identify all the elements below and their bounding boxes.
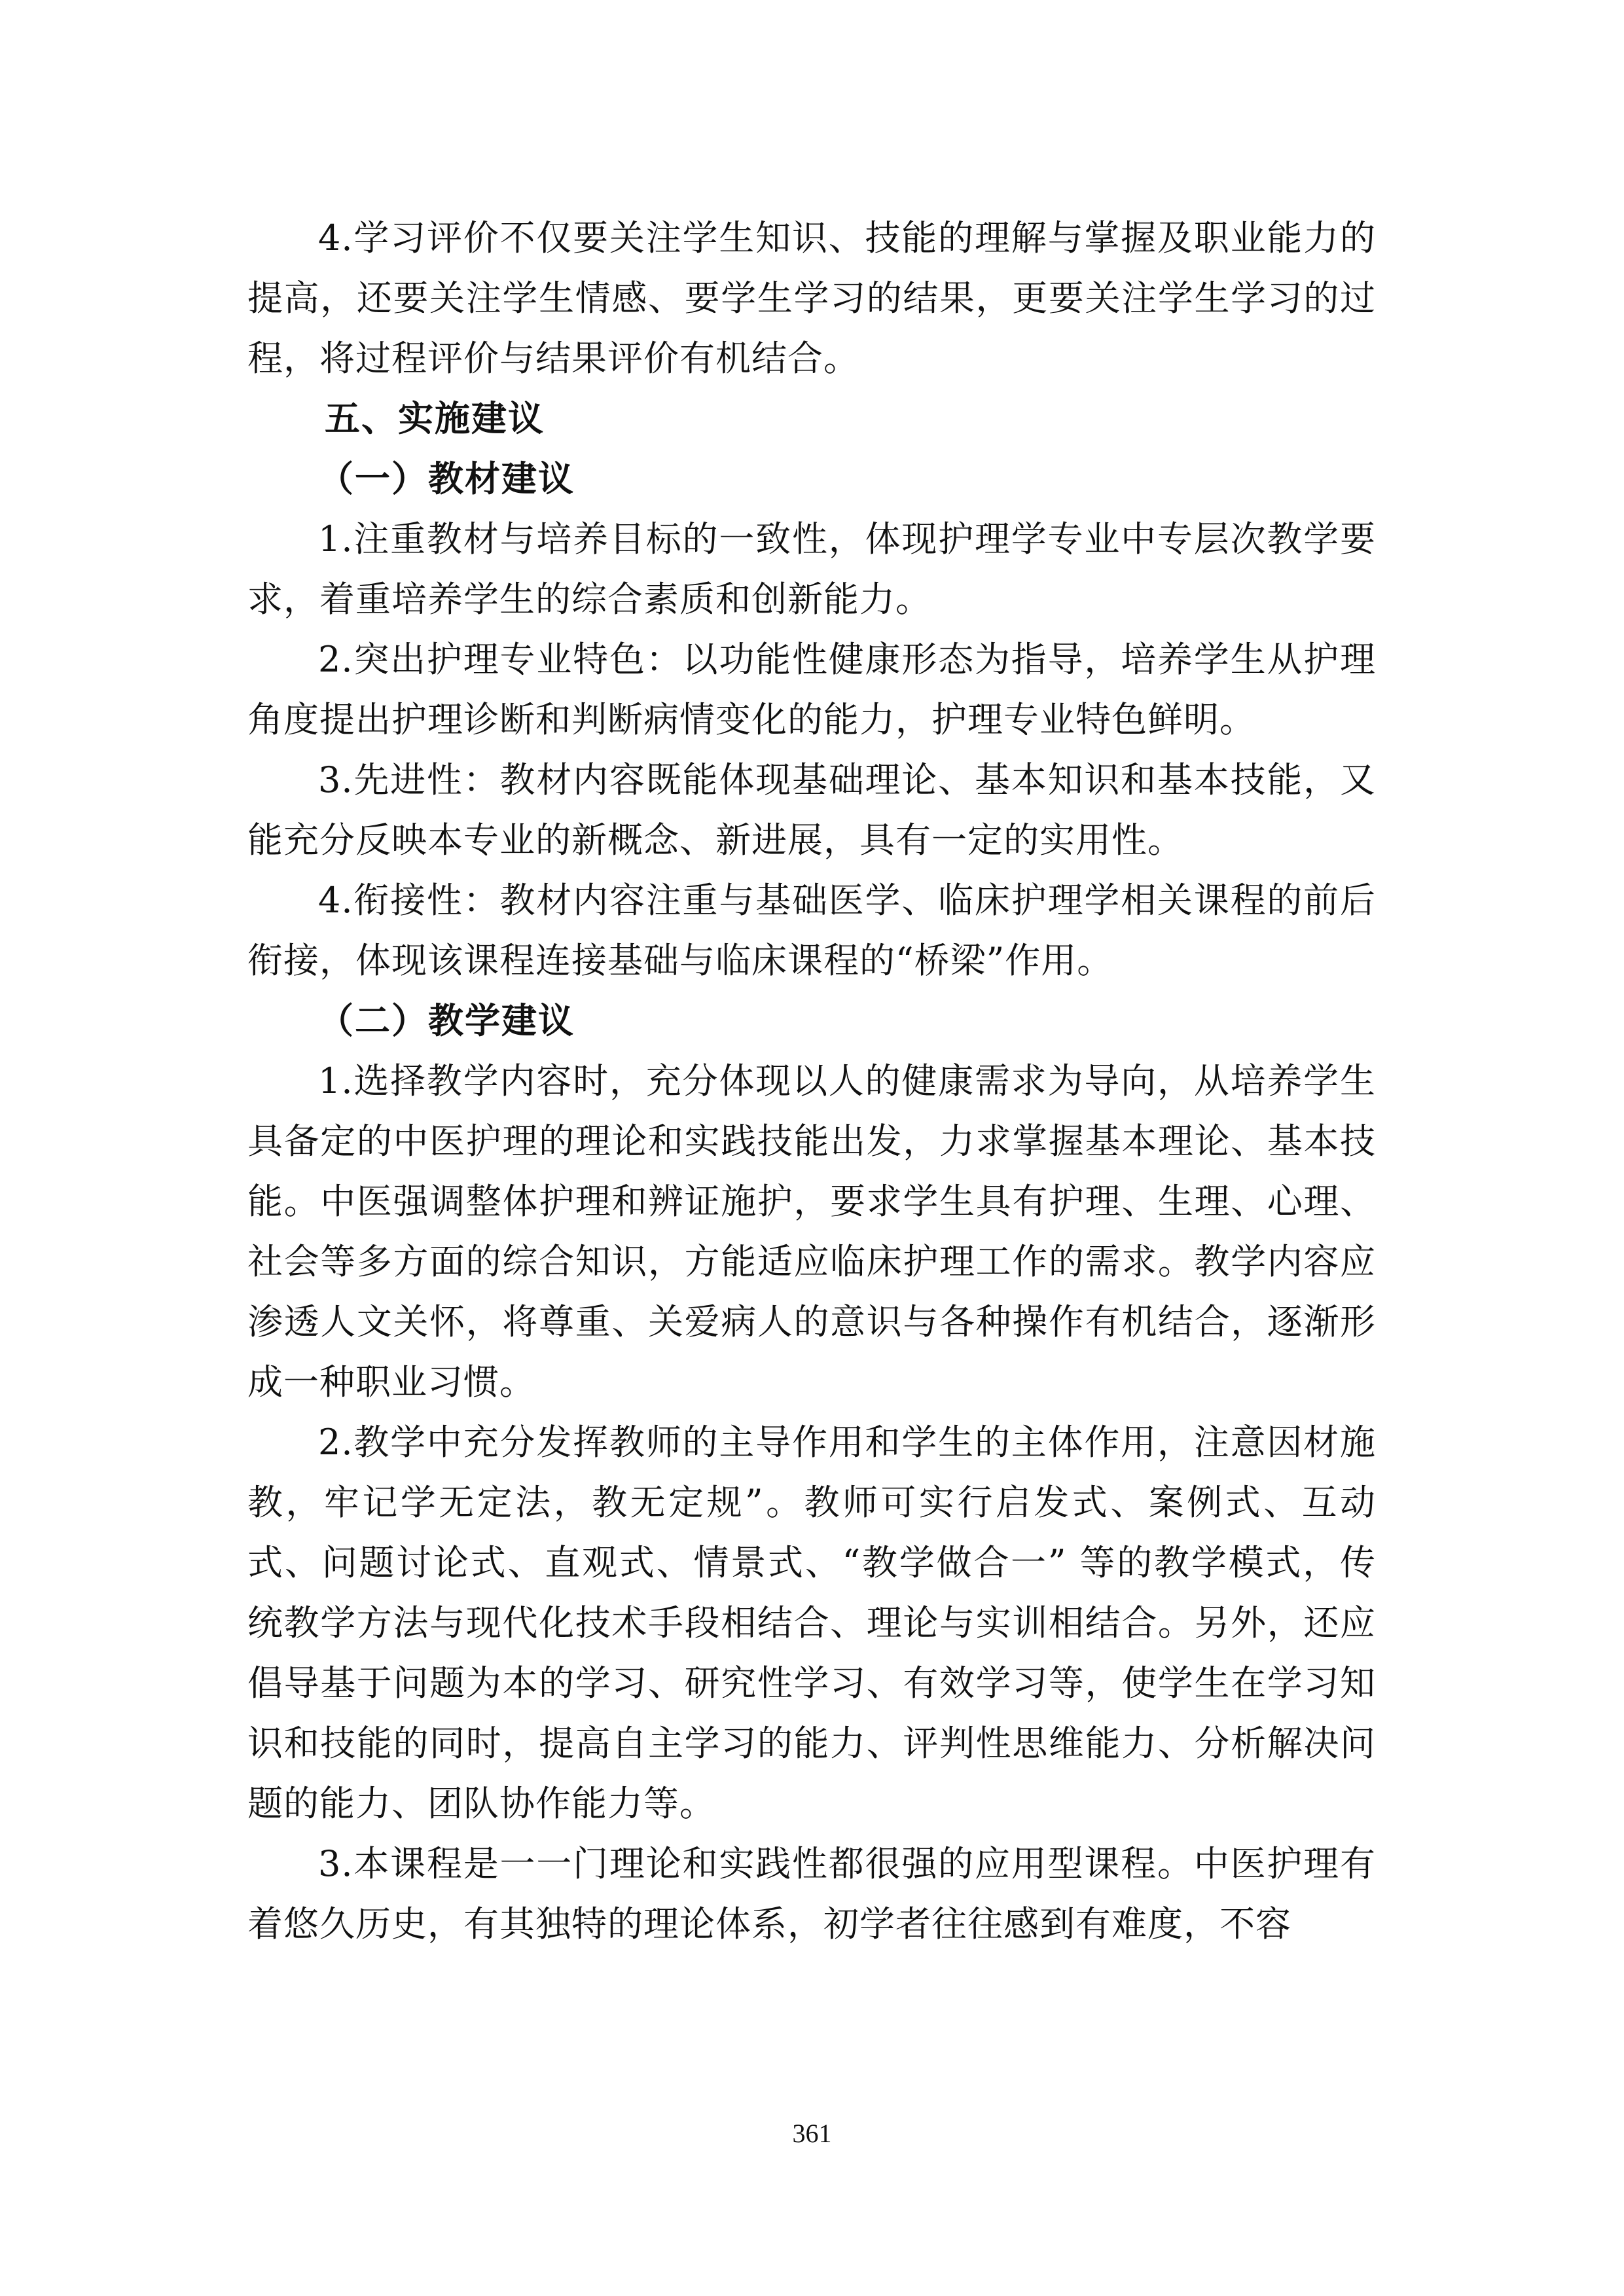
subsection-heading-teaching: （二）教学建议	[318, 1000, 575, 1041]
paragraph-evaluation-4: 4.学习评价不仅要关注学生知识、技能的理解与掌握及职业能力的提高，还要关注学生情感、要学生学习的结果，更要关注学生学习的过程，将过程评价与结果评价有机结合。	[247, 217, 1376, 379]
paragraph-teaching-1: 1.选择教学内容时，充分体现以人的健康需求为导向，从培养学生具备定的中医护理的理论和实践技能出发，力求掌握基本理论、基本技能。中医强调整体护理和辨证施护，要求学生具有护理、生理、心理、社会等多方面的综合知识，方能适应临床护理工作的需求。教学内容应渗透人文关怀，将尊重、关爱病人的意识与各种操作有机结合，逐渐形成一种职业习惯。	[247, 1060, 1376, 1403]
paragraph-textbook-2: 2.突出护理专业特色：以功能性健康形态为指导，培养学生从护理角度提出护理诊断和判断病情变化的能力，护理专业特色鲜明。	[247, 639, 1376, 740]
paragraph-textbook-1: 1.注重教材与培养目标的一致性，体现护理学专业中专层次教学要求，着重培养学生的综合素质和创新能力。	[247, 518, 1376, 620]
page-number: 361	[792, 2119, 832, 2148]
page-body	[247, 208, 1376, 1954]
paragraph-teaching-2: 2.教学中充分发挥教师的主导作用和学生的主体作用，注意因材施教，牢记学无定法，教无定规”。教师可实行启发式、案例式、互动式、问题讨论式、直观式、情景式、“教学做合一” 等的教学模式，传统教学方法与现代化技术手段相结合、理论与实训相结合。另外，还应倡导基于问题为本的学习、研究性学习、有效学习等，使学生在学习知识和技能的同时，提高自主学习的能力、评判性思维能力、分析解决问题的能力、团队协作能力等。	[247, 1422, 1376, 1824]
paragraph-teaching-3: 3.本课程是一一门理论和实践性都很强的应用型课程。中医护理有着悠久历史，有其独特的理论体系，初学者往往感到有难度，不容	[247, 1843, 1376, 1945]
subsection-heading-textbook: （一）教材建议	[318, 458, 575, 499]
paragraph-textbook-4: 4.衔接性：教材内容注重与基础医学、临床护理学相关课程的前后衔接，体现该课程连接基础与临床课程的“桥梁”作用。	[247, 880, 1376, 981]
paragraph-textbook-3: 3.先进性：教材内容既能体现基础理论、基本知识和基本技能，又能充分反映本专业的新概念、新进展，具有一定的实用性。	[247, 759, 1376, 861]
section-heading-implementation: 五、实施建议	[325, 398, 545, 439]
